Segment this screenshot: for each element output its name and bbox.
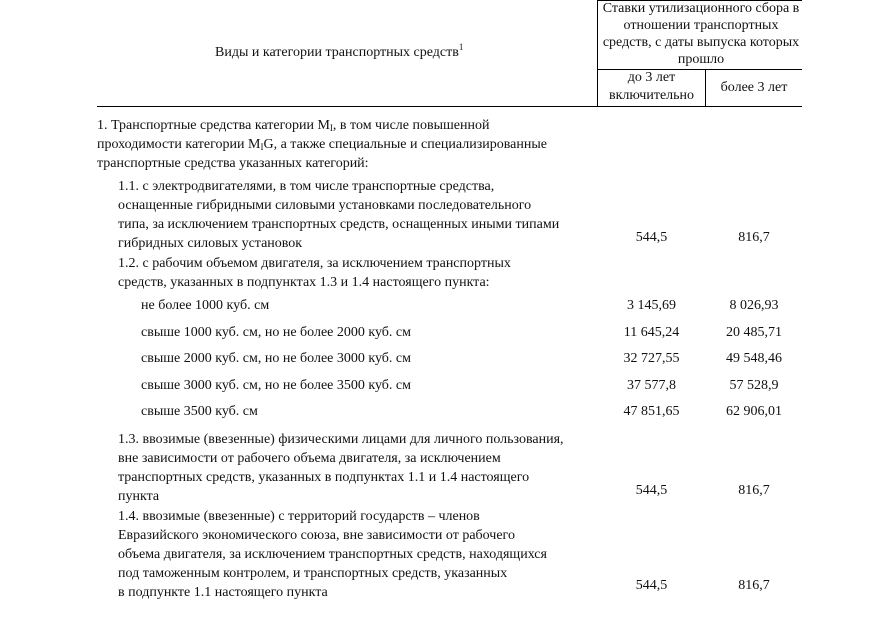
- section-1-heading-line-3: транспортные средства указанных категорий:: [97, 156, 369, 171]
- row-1-1-rate-up-to-3: 544,5: [635, 230, 668, 245]
- header-bottom-border: [97, 106, 802, 107]
- engine-volume-row-label: свыше 2000 куб. см, но не более 3000 куб. см: [141, 351, 412, 366]
- row-1-4-label: 1.4. ввозимые (ввезенные) с территорий государств – членов Евразийского экономического союза, вне зависимости от рабочего объема двигателя, за исключением транспортных средств, находящихся под таможенным контролем, и транспортных средств, указанных в подпункте 1.1 настоящего пункта: [118, 509, 547, 600]
- engine-volume-row-rate-over-3: 62 906,01: [726, 404, 782, 419]
- engine-volume-row-label: свыше 1000 куб. см, но не более 2000 куб. см: [141, 325, 412, 340]
- row-1-2-label: 1.2. с рабочим объемом двигателя, за исключением транспортных средств, указанных в подпунктах 1.3 и 1.4 настоящего пункта:: [118, 256, 511, 290]
- engine-volume-row-label: свыше 3000 куб. см, но не более 3500 куб. см: [141, 378, 412, 393]
- section-1-heading: [97, 116, 547, 173]
- engine-volume-row-label: не более 1000 куб. см: [141, 298, 270, 313]
- column-header-rates: Ставки утилизационного сбора в отношении транспортных средств, с даты выпуска которых прошло: [602, 1, 800, 67]
- row-1-1-rate-over-3: 816,7: [738, 230, 770, 245]
- footnote-marker: 1: [458, 42, 464, 52]
- column-header-over-3-years: более 3 лет: [720, 80, 788, 95]
- column-header-up-to-3-years: до 3 лет включительно: [608, 70, 695, 103]
- engine-volume-row-rate-up-to-3: 37 577,8: [627, 378, 676, 393]
- engine-volume-row-rate-up-to-3: 11 645,24: [623, 325, 680, 340]
- engine-volume-row-rate-over-3: 57 528,9: [729, 378, 779, 393]
- engine-volume-row-rate-over-3: 49 548,46: [726, 351, 782, 366]
- engine-volume-row-rate-over-3: 8 026,93: [729, 298, 779, 313]
- engine-volume-row-rate-up-to-3: 47 851,65: [623, 404, 680, 419]
- engine-volume-row-label: свыше 3500 куб. см: [141, 404, 258, 419]
- row-1-3-rate-up-to-3: 544,5: [635, 483, 668, 498]
- section-1-heading-line-1: 1. Транспортные средства категории $М_I$, в том числе повышенной: [97, 118, 490, 133]
- column-header-vehicle-types: [215, 43, 463, 62]
- column-header-vehicle-types-text: Виды и категории транспортных средств: [215, 45, 459, 60]
- row-1-1-label: 1.1. с электродвигателями, в том числе транспортные средства, оснащенные гибридными силовыми установками последовательного типа, за исключением транспортных средств, оснащенных иными типами гибридных силовых установок: [118, 179, 560, 251]
- row-1-4-rate-over-3: 816,7: [738, 578, 770, 593]
- row-1-3-rate-over-3: 816,7: [738, 483, 770, 498]
- row-1-4-rate-up-to-3: 544,5: [635, 578, 668, 593]
- engine-volume-row-rate-up-to-3: 32 727,55: [623, 351, 680, 366]
- section-1-heading-line-2: проходимости категории $М_IG$, а также специальные и специализированные: [97, 137, 548, 152]
- engine-volume-row-rate-up-to-3: 3 145,69: [627, 298, 676, 313]
- row-1-3-label: 1.3. ввозимые (ввезенные) физическими лицами для личного пользования, вне зависимости от рабочего объема двигателя, за исключением транспортных средств, указанных в подпунктах 1.1 и 1.4 настоящего пункта: [118, 432, 564, 504]
- engine-volume-row-rate-over-3: 20 485,71: [726, 325, 782, 340]
